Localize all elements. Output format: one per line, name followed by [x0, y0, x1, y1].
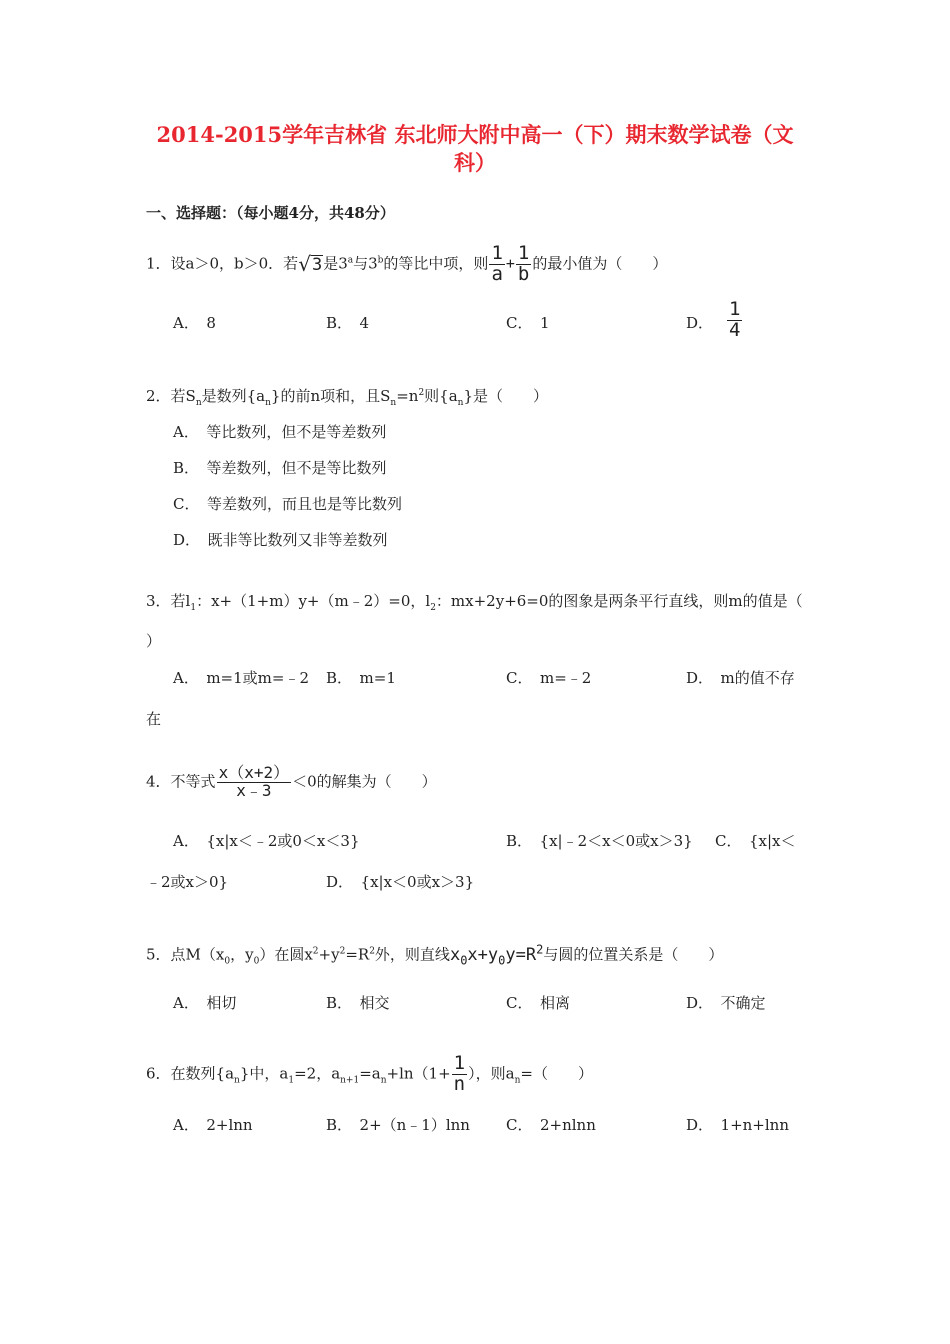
option-b: B． m=1 [326, 669, 396, 687]
option-a: A． m=1或m=﹣2 [173, 669, 310, 687]
question-number: 1． [146, 254, 171, 273]
option-a: A． {x|x＜﹣2或0＜x＜3} [173, 832, 360, 850]
question-1: 1．设a＞0，b＞0．若 √ 3 是3$^a$与3$^b$的等比中项，则 $\frac{1}{a}$ + $\frac{1}{b}$ 的最小值为（ ） [146, 242, 668, 285]
option-b: B． 4 [326, 314, 370, 332]
option-b: B． 等差数列，但不是等比数列 [173, 459, 387, 477]
option-a: A． 8 [173, 314, 216, 332]
option-b: B． {x|﹣2＜x＜0或x＞3} [506, 832, 693, 850]
option-c: C． 等差数列，而且也是等比数列 [173, 495, 402, 513]
option-d: D． $\frac{1}{4}$ [686, 298, 741, 341]
option-b: B． 2+（n﹣1）lnn [326, 1116, 470, 1134]
line-equation: $x_0x+y_0y=R^2$ [449, 942, 544, 968]
question-2: 2．若$S_n$是数列$\{a_n\}$的前n项和，且$S_n=n^2$则$\{a_n\}$是（ ） [146, 387, 549, 408]
fraction: $\frac{x(x+2)}{x﹣3}$ [218, 763, 290, 800]
section-heading: 一、选择题：（每小题4分，共48分） [146, 204, 395, 222]
fraction: $\frac{1}{n}$ [453, 1052, 466, 1095]
option-c-continued: ﹣2或x＞0} [146, 873, 229, 891]
sqrt-expression: √ 3 [298, 252, 323, 277]
question-4: 4．不等式 $\frac{x(x+2)}{x﹣3}$ ＜0的解集为（ ） [146, 763, 437, 800]
option-b: B． 相交 [326, 994, 390, 1012]
page-title-line1: 2014-2015学年吉林省 东北师大附中高一（下）期末数学试卷（文 [156, 122, 794, 147]
question-text: 设a＞0，b＞0．若 [170, 254, 299, 273]
option-c: C． 相离 [506, 994, 570, 1012]
option-a: A． 等比数列，但不是等差数列 [173, 423, 387, 441]
option-d: D． {x|x＜0或x＞3} [326, 873, 475, 891]
question-5: 5．点$M(x_0$，$y_0$）在圆$x^2+y^2=R^2$外，则直线$x_0x+y_0y=R^2$与圆的位置关系是（ ） [146, 942, 724, 968]
option-a: A． 2+lnn [173, 1116, 253, 1134]
option-c: C． {x|x＜ [715, 832, 796, 850]
fraction: $\frac{1}{a}$ [491, 242, 503, 285]
option-c: C． m=﹣2 [506, 669, 592, 687]
option-a: A． 相切 [173, 994, 237, 1012]
option-c: C． 2+nlnn [506, 1116, 596, 1134]
option-d: D． 既非等比数列又非等差数列 [173, 531, 388, 549]
fraction: $\frac{1}{4}$ [729, 298, 741, 341]
question-3-continued: ） [146, 632, 162, 650]
option-d: D． 1+n+lnn [686, 1116, 789, 1134]
page-title-line2: 科） [454, 150, 496, 175]
option-d-continued: 在 [146, 710, 162, 728]
option-d: D． m的值不存 [686, 669, 795, 687]
question-6: 6．在数列$\{a_n\}$中，$a_1=2$，$a_{n+1}=a_n+\ln(1+$ $\frac{1}{n}$ ），则$a_n=$（ ） [146, 1052, 593, 1095]
fraction: $\frac{1}{b}$ [517, 242, 530, 285]
option-d: D． 不确定 [686, 994, 766, 1012]
radical-icon: √ [298, 252, 311, 277]
option-c: C． 1 [506, 314, 550, 332]
question-3: 3．若$l_1$：x+（1+m）y+（m﹣2）=0，$l_2$：mx+2y+6=0的图象是两条平行直线，则m的值是（ [146, 592, 803, 613]
